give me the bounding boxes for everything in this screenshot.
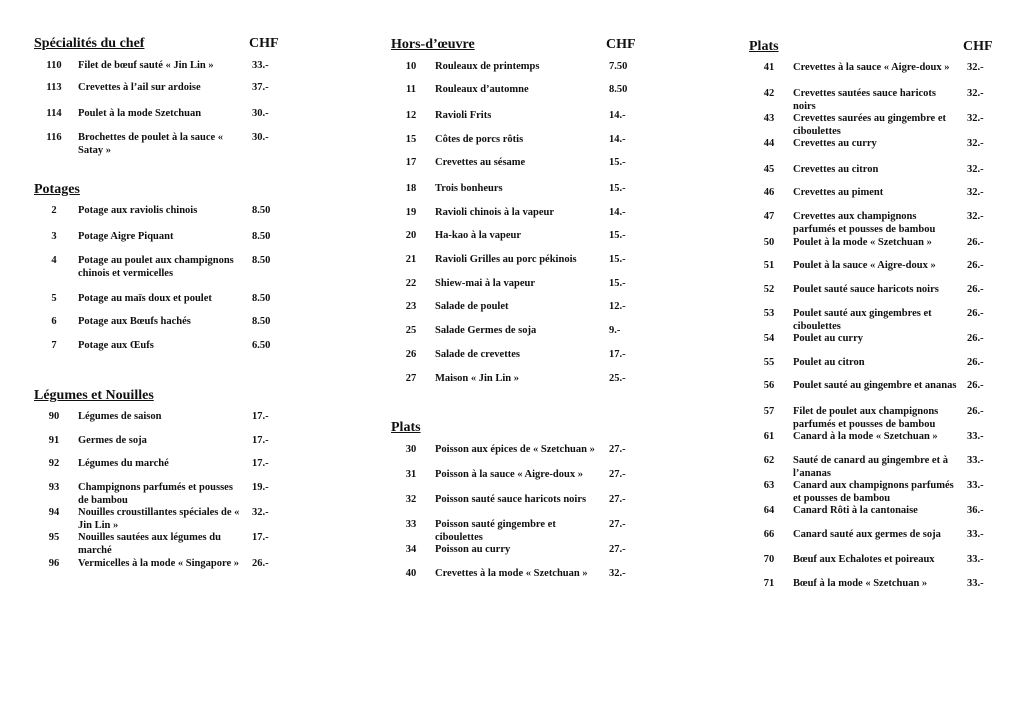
item-price: 17.- <box>252 411 269 422</box>
item-number: 20 <box>405 230 417 241</box>
item-price: 8.50 <box>609 84 628 95</box>
item-price: 19.- <box>252 482 269 493</box>
item-number: 62 <box>763 455 775 466</box>
item-name: Poulet au citron <box>793 357 865 368</box>
item-number: 44 <box>763 138 775 149</box>
item-price: 15.- <box>609 230 626 241</box>
item-name: Crevettes aux champignons parfumés et pousses de bambou <box>793 211 936 235</box>
item-name: Ravioli Frits <box>435 110 492 121</box>
item-name: Salade de poulet <box>435 301 509 312</box>
section-title: Spécialités du chef <box>34 36 145 51</box>
item-price: 33.- <box>967 554 984 565</box>
item-number: 53 <box>763 308 775 319</box>
item-name: Légumes de saison <box>78 411 162 422</box>
item-name: Trois bonheurs <box>435 183 503 194</box>
item-number: 71 <box>763 578 775 589</box>
item-number: 17 <box>405 157 417 168</box>
item-number: 18 <box>405 183 417 194</box>
item-price: 27.- <box>609 519 626 530</box>
item-name: Poisson à la sauce « Aigre-doux » <box>435 469 583 480</box>
item-name: Crevettes au citron <box>793 164 879 175</box>
item-name: Crevettes à la mode « Szetchuan » <box>435 568 588 579</box>
item-name: Poulet sauté sauce haricots noirs <box>793 284 939 295</box>
item-name: Potage aux Œufs <box>78 340 154 351</box>
item-name: Poisson au curry <box>435 544 511 555</box>
item-number: 10 <box>405 61 417 72</box>
section-title: Plats <box>749 39 779 54</box>
item-name: Potage Aigre Piquant <box>78 231 174 242</box>
item-number: 43 <box>763 113 775 124</box>
item-name: Poulet sauté au gingembre et ananas <box>793 380 957 391</box>
item-number: 23 <box>405 301 417 312</box>
item-price: 26.- <box>967 333 984 344</box>
item-number: 93 <box>48 482 60 493</box>
item-name: Canard aux champignons parfumés et pousses de bambou <box>793 480 954 504</box>
item-number: 21 <box>405 254 417 265</box>
item-price: 32.- <box>967 164 984 175</box>
item-price: 12.- <box>609 301 626 312</box>
item-number: 32 <box>405 494 417 505</box>
item-number: 25 <box>405 325 417 336</box>
item-name: Nouilles croustillantes spéciales de « Jin Lin » <box>78 507 240 531</box>
item-price: 26.- <box>967 308 984 319</box>
item-name: Shiew-mai à la vapeur <box>435 278 536 289</box>
item-name: Rouleaux de printemps <box>435 61 540 72</box>
item-number: 4 <box>51 255 57 266</box>
item-number: 66 <box>763 529 775 540</box>
item-number: 42 <box>763 88 775 99</box>
item-number: 30 <box>405 444 417 455</box>
item-price: 27.- <box>609 494 626 505</box>
item-name: Poulet sauté aux gingembres et ciboulettes <box>793 308 932 332</box>
item-name: Crevettes au curry <box>793 138 877 149</box>
item-price: 17.- <box>252 458 269 469</box>
item-number: 91 <box>48 435 60 446</box>
item-price: 15.- <box>609 278 626 289</box>
item-price: 17.- <box>609 349 626 360</box>
item-number: 61 <box>763 431 775 442</box>
item-number: 6 <box>51 316 57 327</box>
item-number: 110 <box>46 60 62 71</box>
item-price: 8.50 <box>252 293 271 304</box>
item-number: 46 <box>763 187 775 198</box>
item-number: 70 <box>763 554 775 565</box>
item-name: Rouleaux d’automne <box>435 84 529 95</box>
item-price: 17.- <box>252 532 269 543</box>
item-name: Poulet à la mode Szetchuan <box>78 108 202 119</box>
item-price: 7.50 <box>609 61 628 72</box>
section-title: Plats <box>391 420 421 435</box>
item-name: Potage au poulet aux champignons chinois et vermicelles <box>78 255 234 279</box>
item-number: 116 <box>46 132 62 143</box>
item-name: Poulet à la mode « Szetchuan » <box>793 237 932 248</box>
item-name: Bœuf aux Echalotes et poireaux <box>793 554 935 565</box>
item-price: 15.- <box>609 157 626 168</box>
item-price: 17.- <box>252 435 269 446</box>
item-name: Poisson sauté gingembre et ciboulettes <box>435 519 556 543</box>
item-number: 64 <box>763 505 775 516</box>
item-price: 26.- <box>967 406 984 417</box>
item-number: 40 <box>405 568 417 579</box>
item-number: 94 <box>48 507 60 518</box>
item-price: 8.50 <box>252 255 271 266</box>
item-price: 37.- <box>252 82 269 93</box>
item-price: 6.50 <box>252 340 271 351</box>
item-number: 51 <box>763 260 775 271</box>
item-number: 47 <box>763 211 775 222</box>
item-price: 26.- <box>967 237 984 248</box>
item-name: Potage aux raviolis chinois <box>78 205 198 216</box>
item-price: 25.- <box>609 373 626 384</box>
item-number: 15 <box>405 134 417 145</box>
item-number: 12 <box>405 110 417 121</box>
item-name: Potage aux Bœufs hachés <box>78 316 191 327</box>
item-name: Champignons parfumés et pousses de bambou <box>78 482 233 506</box>
item-number: 33 <box>405 519 417 530</box>
item-number: 45 <box>763 164 775 175</box>
currency-header: CHF <box>606 37 636 52</box>
item-name: Vermicelles à la mode « Singapore » <box>78 558 239 569</box>
currency-header: CHF <box>963 39 993 54</box>
item-number: 7 <box>51 340 57 351</box>
item-price: 32.- <box>967 62 984 73</box>
item-price: 33.- <box>967 455 984 466</box>
item-name: Canard à la mode « Szetchuan » <box>793 431 938 442</box>
item-price: 26.- <box>252 558 269 569</box>
item-price: 33.- <box>967 431 984 442</box>
section-title: Hors-d’œuvre <box>391 37 475 52</box>
item-price: 32.- <box>609 568 626 579</box>
item-name: Côtes de porcs rôtis <box>435 134 524 145</box>
item-name: Canard sauté aux germes de soja <box>793 529 941 540</box>
item-name: Crevettes à l’ail sur ardoise <box>78 82 201 93</box>
item-price: 15.- <box>609 254 626 265</box>
item-name: Poulet à la sauce « Aigre-doux » <box>793 260 936 271</box>
item-number: 52 <box>763 284 775 295</box>
item-name: Ha-kao à la vapeur <box>435 230 522 241</box>
item-price: 32.- <box>967 138 984 149</box>
item-name: Bœuf à la mode « Szetchuan » <box>793 578 928 589</box>
item-number: 95 <box>48 532 60 543</box>
item-number: 55 <box>763 357 775 368</box>
item-number: 22 <box>405 278 417 289</box>
item-name: Maison « Jin Lin » <box>435 373 520 384</box>
item-name: Canard Rôti à la cantonaise <box>793 505 918 516</box>
item-number: 5 <box>51 293 57 304</box>
item-price: 26.- <box>967 260 984 271</box>
item-name: Légumes du marché <box>78 458 169 469</box>
item-price: 32.- <box>967 187 984 198</box>
item-price: 30.- <box>252 108 269 119</box>
item-number: 19 <box>405 207 417 218</box>
item-price: 33.- <box>252 60 269 71</box>
item-price: 14.- <box>609 207 626 218</box>
item-name: Germes de soja <box>78 435 147 446</box>
item-number: 2 <box>51 205 57 216</box>
item-price: 8.50 <box>252 205 271 216</box>
item-number: 34 <box>405 544 417 555</box>
item-number: 41 <box>763 62 775 73</box>
item-number: 54 <box>763 333 775 344</box>
section-title: Légumes et Nouilles <box>34 388 154 403</box>
item-name: Potage au maïs doux et poulet <box>78 293 212 304</box>
item-name: Salade de crevettes <box>435 349 520 360</box>
item-price: 26.- <box>967 380 984 391</box>
currency-header: CHF <box>249 36 279 51</box>
item-name: Crevettes au sésame <box>435 157 526 168</box>
item-price: 32.- <box>967 88 984 99</box>
item-name: Nouilles sautées aux légumes du marché <box>78 532 221 556</box>
item-price: 8.50 <box>252 316 271 327</box>
item-price: 27.- <box>609 544 626 555</box>
item-price: 32.- <box>967 113 984 124</box>
item-name: Poulet au curry <box>793 333 863 344</box>
item-price: 8.50 <box>252 231 271 242</box>
item-number: 3 <box>51 231 57 242</box>
item-price: 36.- <box>967 505 984 516</box>
item-price: 32.- <box>967 211 984 222</box>
item-price: 26.- <box>967 357 984 368</box>
item-price: 14.- <box>609 110 626 121</box>
item-name: Ravioli Grilles au porc pékinois <box>435 254 577 265</box>
item-number: 50 <box>763 237 775 248</box>
item-name: Crevettes saurées au gingembre et ciboulettes <box>793 113 946 137</box>
item-price: 27.- <box>609 469 626 480</box>
item-name: Crevettes sautées sauce haricots noirs <box>793 88 936 112</box>
item-number: 90 <box>48 411 60 422</box>
item-name: Crevettes au piment <box>793 187 884 198</box>
item-name: Crevettes à la sauce « Aigre-doux » <box>793 62 950 73</box>
item-number: 27 <box>405 373 417 384</box>
item-price: 33.- <box>967 529 984 540</box>
item-number: 96 <box>48 558 60 569</box>
item-number: 113 <box>46 82 62 93</box>
item-number: 31 <box>405 469 417 480</box>
item-name: Poisson sauté sauce haricots noirs <box>435 494 587 505</box>
item-price: 14.- <box>609 134 626 145</box>
item-price: 32.- <box>252 507 269 518</box>
item-name: Brochettes de poulet à la sauce « Satay » <box>78 132 224 156</box>
item-price: 26.- <box>967 284 984 295</box>
item-name: Filet de poulet aux champignons parfumés et pousses de bambou <box>793 406 939 430</box>
item-name: Sauté de canard au gingembre et à l’ananas <box>793 455 948 479</box>
item-price: 15.- <box>609 183 626 194</box>
item-number: 26 <box>405 349 417 360</box>
item-price: 33.- <box>967 578 984 589</box>
item-price: 30.- <box>252 132 269 143</box>
item-number: 63 <box>763 480 775 491</box>
item-number: 11 <box>406 84 416 95</box>
item-name: Filet de bœuf sauté « Jin Lin » <box>78 60 214 71</box>
item-price: 9.- <box>609 325 621 336</box>
item-number: 114 <box>46 108 62 119</box>
item-name: Salade Germes de soja <box>435 325 537 336</box>
item-price: 33.- <box>967 480 984 491</box>
item-price: 27.- <box>609 444 626 455</box>
section-title: Potages <box>34 182 80 197</box>
item-number: 92 <box>48 458 60 469</box>
item-number: 57 <box>763 406 775 417</box>
item-number: 56 <box>763 380 775 391</box>
item-name: Poisson aux épices de « Szetchuan » <box>435 444 595 455</box>
item-name: Ravioli chinois à la vapeur <box>435 207 555 218</box>
